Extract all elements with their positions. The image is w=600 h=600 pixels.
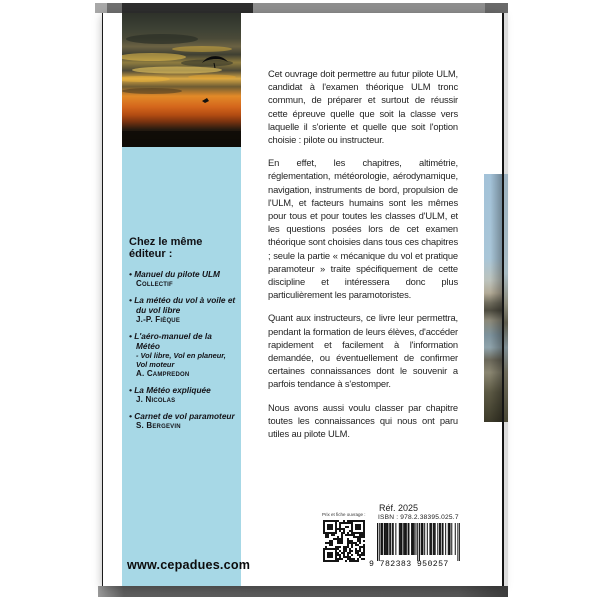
book-list-item <box>129 331 238 379</box>
sidebar <box>122 13 251 586</box>
sunset-photo-overlay <box>122 13 241 147</box>
isbn-text: ISBN : 978.2.38395.025.7 <box>378 514 459 521</box>
book-author: A. Campredon <box>136 369 190 378</box>
book-list-item <box>129 295 238 325</box>
sidebar-heading: Chez le même éditeur : <box>129 236 203 260</box>
book-author: J. Nicolas <box>136 395 176 404</box>
paragraph: En effet, les chapitres, altimétrie, réglementation, météorologie, aérodynamique, navigation, instruments de bord, propulsion de l'ULM, et facteurs humains sont les mêmes pour tous et pour toutes les classes d'ULM, et les questions posées lors de cet examen théorique sont choisies dans tous ces chapitres ; seule la partie « mécanique du vol et pratique paramoteur » traite spécifiquement de cette discipline et intéressera donc plus particulièrement les paramotoristes. <box>268 157 458 301</box>
wrapped-photo-sliver <box>504 174 508 422</box>
photo-strip-shading <box>484 174 502 422</box>
ref-number: Réf. 2025 <box>379 503 419 513</box>
publisher-url: www.cepadues.com <box>127 558 251 572</box>
book-author: S. Bergevin <box>136 421 181 430</box>
book-subtitle: - Vol libre, Vol en planeur, Vol moteur <box>136 351 226 369</box>
book-title: • La météo du vol à voile et du vol libre <box>129 295 236 315</box>
barcode-digits: 9 782383 950257 <box>369 560 449 569</box>
book-title: • L'aéro-manuel de la Météo <box>129 331 212 351</box>
book-title: • Manuel du pilote ULM <box>129 269 220 279</box>
paragraph: Nous avons aussi voulu classer par chapitre toutes les connaissances qui nous ont paru utiles au pilote ULM. <box>268 401 458 440</box>
book-title: • Carnet de vol paramoteur <box>129 411 235 421</box>
paraglider-small-icon <box>202 98 209 103</box>
book-list-item <box>129 411 238 431</box>
paragraph: Cet ouvrage doit permettre au futur pilote ULM, candidat à l'examen théorique ULM tronc commun, de préparer et surtout de réussir cette épreuve quelle que soit la classe vers laquelle il s'oriente et quelle que soit l'option choisie : pilote ou instructeur. <box>268 68 458 146</box>
top-page-edge <box>95 3 508 13</box>
ean-barcode <box>377 523 460 561</box>
book-title: • La Météo expliquée <box>129 385 211 395</box>
qr-code <box>323 520 365 562</box>
sunset-photo <box>122 13 241 147</box>
bottom-page-edge <box>98 586 508 597</box>
sidebar-content <box>129 236 238 437</box>
main-text <box>268 67 458 450</box>
paragraph: Quant aux instructeurs, ce livre leur permettra, pendant la formation de leurs élèves, d'accéder rapidement et facilement à l'information demandée, ou éventuellement de confirmer certaines connaissances dont le souvenir a parfois tendance à s'estomper. <box>268 312 458 390</box>
page-stack-sliver <box>504 13 508 586</box>
book-list-item <box>129 269 238 289</box>
book-author: J.-P. Fièque <box>136 315 181 324</box>
book-author: Collectif <box>136 279 173 288</box>
page-edge-line <box>502 13 504 586</box>
book-list-item <box>129 385 238 405</box>
cover-edge-photo-strip <box>484 174 502 422</box>
qr-label: Prix et fiche ouvrage : <box>322 512 366 517</box>
